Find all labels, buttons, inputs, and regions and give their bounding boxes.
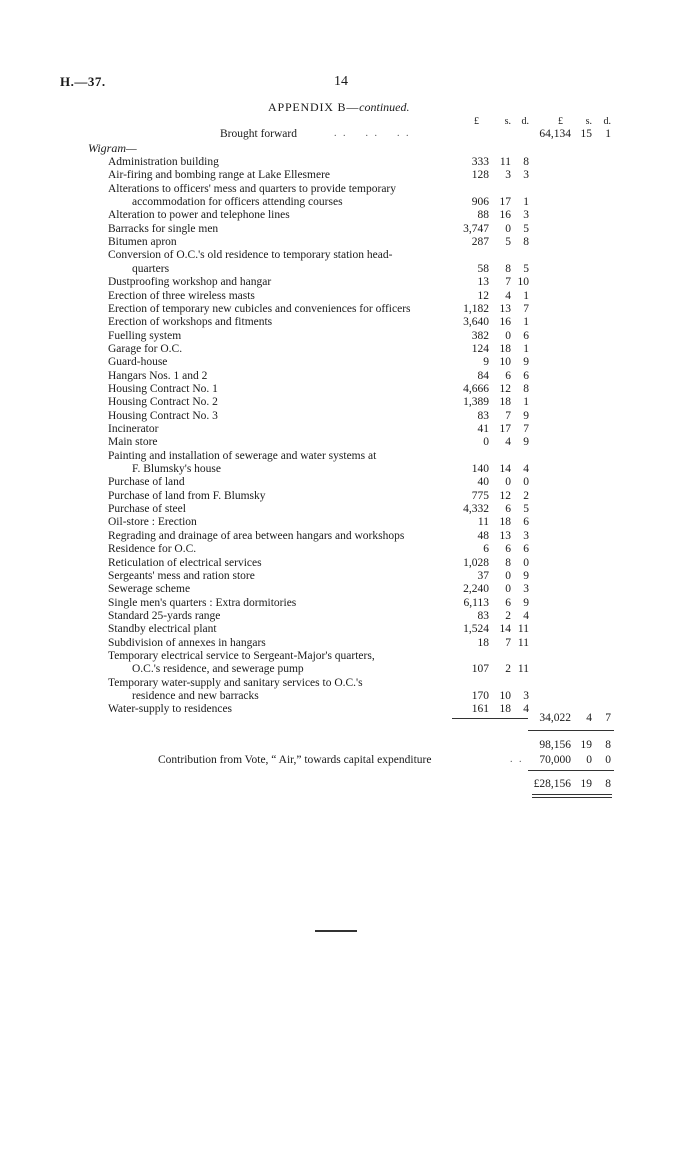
brought-forward-pounds: 64,134 bbox=[539, 128, 571, 140]
item-pounds: 41 bbox=[477, 423, 489, 435]
table-row bbox=[0, 382, 700, 396]
section-total-row bbox=[0, 711, 700, 725]
item-pence: 3 bbox=[523, 583, 529, 596]
table-row bbox=[0, 636, 700, 650]
item-pence: 5 bbox=[523, 262, 529, 275]
appendix-title: APPENDIX B—continued. bbox=[268, 100, 410, 114]
item-pounds: 9 bbox=[483, 356, 489, 369]
item-shillings: 11 bbox=[499, 156, 511, 168]
table-row bbox=[0, 649, 700, 663]
item-description: Single men's quarters : Extra dormitories bbox=[108, 596, 297, 609]
item-pence: 8 bbox=[523, 236, 529, 249]
item-shillings: 0 bbox=[505, 222, 511, 235]
item-pence: 9 bbox=[523, 409, 529, 422]
table-row bbox=[0, 208, 700, 222]
item-pence: 4 bbox=[523, 609, 529, 622]
item-pounds: 88 bbox=[477, 209, 489, 222]
item-description: Temporary water-supply and sanitary services to O.C.'s bbox=[108, 676, 363, 689]
end-rule bbox=[315, 930, 357, 932]
leader-dots: . . bbox=[510, 754, 524, 765]
section-total-pence: 7 bbox=[605, 712, 611, 724]
net-total-rule-top bbox=[528, 770, 614, 771]
item-pounds: 170 bbox=[471, 690, 489, 702]
item-shillings: 2 bbox=[505, 663, 511, 676]
item-pence: 9 bbox=[523, 569, 529, 582]
table-row bbox=[0, 462, 700, 476]
item-pence: 8 bbox=[523, 156, 529, 168]
item-shillings: 0 bbox=[505, 329, 511, 342]
item-description: Administration building bbox=[108, 156, 219, 168]
item-pounds: 4,666 bbox=[463, 382, 489, 395]
item-shillings: 6 bbox=[505, 369, 511, 382]
item-pence: 9 bbox=[523, 596, 529, 609]
item-pence: 5 bbox=[523, 222, 529, 235]
item-shillings: 4 bbox=[505, 436, 511, 449]
col-header-pence-2: d. bbox=[603, 116, 611, 127]
item-shillings: 10 bbox=[499, 690, 511, 702]
item-pence: 8 bbox=[523, 382, 529, 395]
item-pence: 4 bbox=[523, 703, 529, 716]
item-pounds: 84 bbox=[477, 369, 489, 382]
item-pence: 1 bbox=[523, 196, 529, 209]
item-description: Water-supply to residences bbox=[108, 703, 233, 716]
item-shillings: 10 bbox=[499, 356, 511, 369]
brought-forward-pence: 1 bbox=[605, 128, 611, 140]
table-row bbox=[0, 449, 700, 463]
appendix-continued: continued. bbox=[359, 100, 410, 114]
item-pence: 3 bbox=[523, 690, 529, 702]
table-row bbox=[0, 409, 700, 423]
item-pence: 9 bbox=[523, 356, 529, 369]
net-total-double-rule-1 bbox=[532, 794, 612, 795]
item-description: Residence for O.C. bbox=[108, 543, 197, 556]
item-pounds: 58 bbox=[477, 262, 489, 275]
table-row bbox=[0, 542, 700, 556]
item-pence: 6 bbox=[523, 329, 529, 342]
item-pence: 11 bbox=[517, 623, 529, 636]
item-pence: 6 bbox=[523, 516, 529, 529]
item-shillings: 17 bbox=[499, 423, 511, 435]
item-pounds: 128 bbox=[471, 169, 489, 182]
item-pence: 3 bbox=[523, 209, 529, 222]
item-shillings: 18 bbox=[499, 703, 511, 716]
item-pounds: 906 bbox=[471, 196, 489, 209]
item-pounds: 11 bbox=[477, 516, 489, 529]
item-pounds: 12 bbox=[477, 289, 489, 302]
item-description: Sergeants' mess and ration store bbox=[108, 569, 255, 582]
item-description: Painting and installation of sewerage and water systems at bbox=[108, 449, 377, 462]
item-pence: 7 bbox=[523, 423, 529, 435]
item-pounds: 1,389 bbox=[463, 396, 489, 409]
item-description: Erection of three wireless masts bbox=[108, 289, 255, 302]
item-description: Dustproofing workshop and hangar bbox=[108, 276, 272, 289]
table-row bbox=[0, 422, 700, 436]
item-pounds: 2,240 bbox=[463, 583, 489, 596]
item-pounds: 83 bbox=[477, 609, 489, 622]
item-shillings: 7 bbox=[505, 636, 511, 649]
grand-total-pounds: 98,156 bbox=[539, 739, 571, 751]
item-shillings: 16 bbox=[499, 316, 511, 329]
section-total-shillings: 4 bbox=[586, 712, 592, 724]
item-shillings: 8 bbox=[505, 556, 511, 569]
item-pounds: 48 bbox=[477, 529, 489, 542]
item-shillings: 12 bbox=[499, 489, 511, 502]
net-total-double-rule-2 bbox=[532, 797, 612, 798]
item-shillings: 2 bbox=[505, 609, 511, 622]
table-row bbox=[0, 155, 700, 169]
item-pounds: 1,028 bbox=[463, 556, 489, 569]
contribution-pounds: 70,000 bbox=[539, 754, 571, 766]
col-header-shillings-2: s. bbox=[585, 116, 592, 127]
item-description: Housing Contract No. 2 bbox=[108, 396, 218, 409]
table-row bbox=[0, 556, 700, 570]
item-pounds: 1,182 bbox=[463, 302, 489, 315]
item-pounds: 37 bbox=[477, 569, 489, 582]
item-description: Housing Contract No. 3 bbox=[108, 409, 218, 422]
item-description: Subdivision of annexes in hangars bbox=[108, 636, 266, 649]
item-pence: 10 bbox=[517, 276, 529, 289]
item-pence: 5 bbox=[523, 503, 529, 516]
item-pounds: 18 bbox=[477, 636, 489, 649]
item-pounds: 6,113 bbox=[463, 596, 489, 609]
table-row bbox=[0, 489, 700, 503]
table-row bbox=[0, 609, 700, 623]
brought-forward-shillings: 15 bbox=[580, 128, 592, 140]
item-pounds: 4,332 bbox=[463, 503, 489, 516]
item-description: Regrading and drainage of area between hangars and workshops bbox=[108, 529, 405, 542]
item-description: Conversion of O.C.'s old residence to temporary station head- bbox=[108, 249, 393, 262]
item-shillings: 13 bbox=[499, 529, 511, 542]
grand-total-pence: 8 bbox=[605, 739, 611, 751]
item-pence: 9 bbox=[523, 436, 529, 449]
table-row bbox=[0, 435, 700, 449]
net-total-pounds: £28,156 bbox=[533, 778, 571, 790]
table-row bbox=[0, 302, 700, 316]
table-row bbox=[0, 475, 700, 489]
table-row bbox=[0, 355, 700, 369]
item-pounds: 6 bbox=[483, 543, 489, 556]
item-pounds: 107 bbox=[471, 663, 489, 676]
item-description: Air-firing and bombing range at Lake Ellesmere bbox=[108, 169, 331, 182]
col-header-pence-1: d. bbox=[521, 116, 529, 127]
item-shillings: 7 bbox=[505, 276, 511, 289]
table-row bbox=[0, 289, 700, 303]
item-pence: 6 bbox=[523, 369, 529, 382]
table-row bbox=[0, 529, 700, 543]
item-description: accommodation for officers attending courses bbox=[132, 196, 343, 209]
item-pounds: 40 bbox=[477, 476, 489, 489]
table-row bbox=[0, 195, 700, 209]
item-shillings: 4 bbox=[505, 289, 511, 302]
item-description: Alterations to officers' mess and quarters to provide temporary bbox=[108, 182, 396, 195]
item-description: Barracks for single men bbox=[108, 222, 219, 235]
table-row bbox=[0, 168, 700, 182]
item-pounds: 3,640 bbox=[463, 316, 489, 329]
item-description: quarters bbox=[132, 262, 170, 275]
table-row bbox=[0, 502, 700, 516]
item-shillings: 13 bbox=[499, 302, 511, 315]
item-shillings: 0 bbox=[505, 569, 511, 582]
item-description: F. Blumsky's house bbox=[132, 463, 222, 476]
item-description: Reticulation of electrical services bbox=[108, 556, 262, 569]
item-pence: 6 bbox=[523, 543, 529, 556]
item-shillings: 0 bbox=[505, 583, 511, 596]
item-description: Hangars Nos. 1 and 2 bbox=[108, 369, 208, 382]
item-description: Purchase of land bbox=[108, 476, 185, 489]
item-shillings: 6 bbox=[505, 503, 511, 516]
grand-total-shillings: 19 bbox=[580, 739, 592, 751]
table-row bbox=[0, 662, 700, 676]
item-shillings: 18 bbox=[499, 516, 511, 529]
item-shillings: 18 bbox=[499, 396, 511, 409]
table-row bbox=[0, 569, 700, 583]
table-row bbox=[0, 596, 700, 610]
section-total-pounds: 34,022 bbox=[539, 712, 571, 724]
item-pence: 11 bbox=[517, 636, 529, 649]
contribution-shillings: 0 bbox=[586, 754, 592, 766]
contribution-pence: 0 bbox=[605, 754, 611, 766]
item-pounds: 140 bbox=[471, 463, 489, 476]
item-pence: 1 bbox=[523, 396, 529, 409]
item-pounds: 775 bbox=[471, 489, 489, 502]
item-pence: 7 bbox=[523, 302, 529, 315]
table-row bbox=[0, 342, 700, 356]
item-description: Fuelling system bbox=[108, 329, 182, 342]
table-row bbox=[0, 369, 700, 383]
item-pounds: 3,747 bbox=[463, 222, 489, 235]
page-number: 14 bbox=[334, 74, 348, 89]
item-description: Sewerage scheme bbox=[108, 583, 191, 596]
item-pounds: 1,524 bbox=[463, 623, 489, 636]
section-heading: Wigram— bbox=[88, 141, 137, 155]
item-shillings: 14 bbox=[499, 463, 511, 476]
item-pence: 1 bbox=[523, 342, 529, 355]
table-row bbox=[0, 395, 700, 409]
brought-forward-label: Brought forward bbox=[220, 128, 297, 140]
item-shillings: 3 bbox=[505, 169, 511, 182]
item-description: Garage for O.C. bbox=[108, 342, 183, 355]
page-reference: H.—37. bbox=[60, 74, 106, 89]
grand-total-row bbox=[0, 738, 700, 752]
net-total-row bbox=[0, 777, 700, 791]
item-pence: 11 bbox=[517, 663, 529, 676]
brought-forward-row bbox=[0, 127, 700, 141]
item-shillings: 12 bbox=[499, 382, 511, 395]
table-row bbox=[0, 689, 700, 703]
col-header-pounds-1: £ bbox=[474, 116, 479, 127]
item-description: residence and new barracks bbox=[132, 690, 259, 702]
contribution-row bbox=[0, 753, 700, 767]
item-description: Main store bbox=[108, 436, 158, 449]
col-header-pounds-2: £ bbox=[558, 116, 563, 127]
table-row bbox=[0, 275, 700, 289]
item-pence: 4 bbox=[523, 463, 529, 476]
item-shillings: 6 bbox=[505, 543, 511, 556]
item-shillings: 14 bbox=[499, 623, 511, 636]
table-row bbox=[0, 515, 700, 529]
item-shillings: 8 bbox=[505, 262, 511, 275]
table-row bbox=[0, 329, 700, 343]
item-pence: 2 bbox=[523, 489, 529, 502]
item-shillings: 7 bbox=[505, 409, 511, 422]
item-shillings: 6 bbox=[505, 596, 511, 609]
table-row bbox=[0, 262, 700, 276]
item-pounds: 83 bbox=[477, 409, 489, 422]
item-pounds: 382 bbox=[471, 329, 489, 342]
item-description: Purchase of steel bbox=[108, 503, 186, 516]
item-shillings: 0 bbox=[505, 476, 511, 489]
item-description: Incinerator bbox=[108, 423, 159, 435]
table-row bbox=[0, 315, 700, 329]
item-pence: 3 bbox=[523, 169, 529, 182]
table-row bbox=[0, 582, 700, 596]
item-pence: 3 bbox=[523, 529, 529, 542]
table-row bbox=[0, 248, 700, 262]
item-pence: 0 bbox=[523, 476, 529, 489]
item-pounds: 0 bbox=[483, 436, 489, 449]
item-description: Temporary electrical service to Sergeant-Major's quarters, bbox=[108, 649, 375, 662]
item-pence: 0 bbox=[523, 556, 529, 569]
item-description: Standby electrical plant bbox=[108, 623, 217, 636]
item-shillings: 18 bbox=[499, 342, 511, 355]
item-pounds: 124 bbox=[471, 342, 489, 355]
leader-dots: . . . . . . bbox=[334, 128, 411, 139]
contribution-label: Contribution from Vote, “ Air,” towards capital expenditure bbox=[158, 754, 432, 766]
item-description: Purchase of land from F. Blumsky bbox=[108, 489, 266, 502]
item-pence: 1 bbox=[523, 289, 529, 302]
table-row bbox=[0, 235, 700, 249]
table-row bbox=[0, 182, 700, 196]
item-description: Alteration to power and telephone lines bbox=[108, 209, 290, 222]
item-pounds: 287 bbox=[471, 236, 489, 249]
item-pence: 1 bbox=[523, 316, 529, 329]
item-description: Guard-house bbox=[108, 356, 168, 369]
net-total-shillings: 19 bbox=[580, 778, 592, 790]
item-description: Standard 25-yards range bbox=[108, 609, 221, 622]
item-description: Housing Contract No. 1 bbox=[108, 382, 218, 395]
item-shillings: 17 bbox=[499, 196, 511, 209]
col-header-shillings-1: s. bbox=[504, 116, 511, 127]
item-shillings: 16 bbox=[499, 209, 511, 222]
total-rule-top bbox=[528, 730, 614, 731]
item-shillings: 5 bbox=[505, 236, 511, 249]
item-pounds: 13 bbox=[477, 276, 489, 289]
item-description: Bitumen apron bbox=[108, 236, 177, 249]
item-pounds: 161 bbox=[471, 703, 489, 716]
item-description: Erection of workshops and fitments bbox=[108, 316, 273, 329]
net-total-pence: 8 bbox=[605, 778, 611, 790]
table-row bbox=[0, 622, 700, 636]
item-description: O.C.'s residence, and sewerage pump bbox=[132, 663, 304, 676]
item-description: Erection of temporary new cubicles and conveniences for officers bbox=[108, 302, 411, 315]
table-row bbox=[0, 222, 700, 236]
item-description: Oil-store : Erection bbox=[108, 516, 197, 529]
table-row bbox=[0, 676, 700, 690]
item-pounds: 333 bbox=[471, 156, 489, 168]
